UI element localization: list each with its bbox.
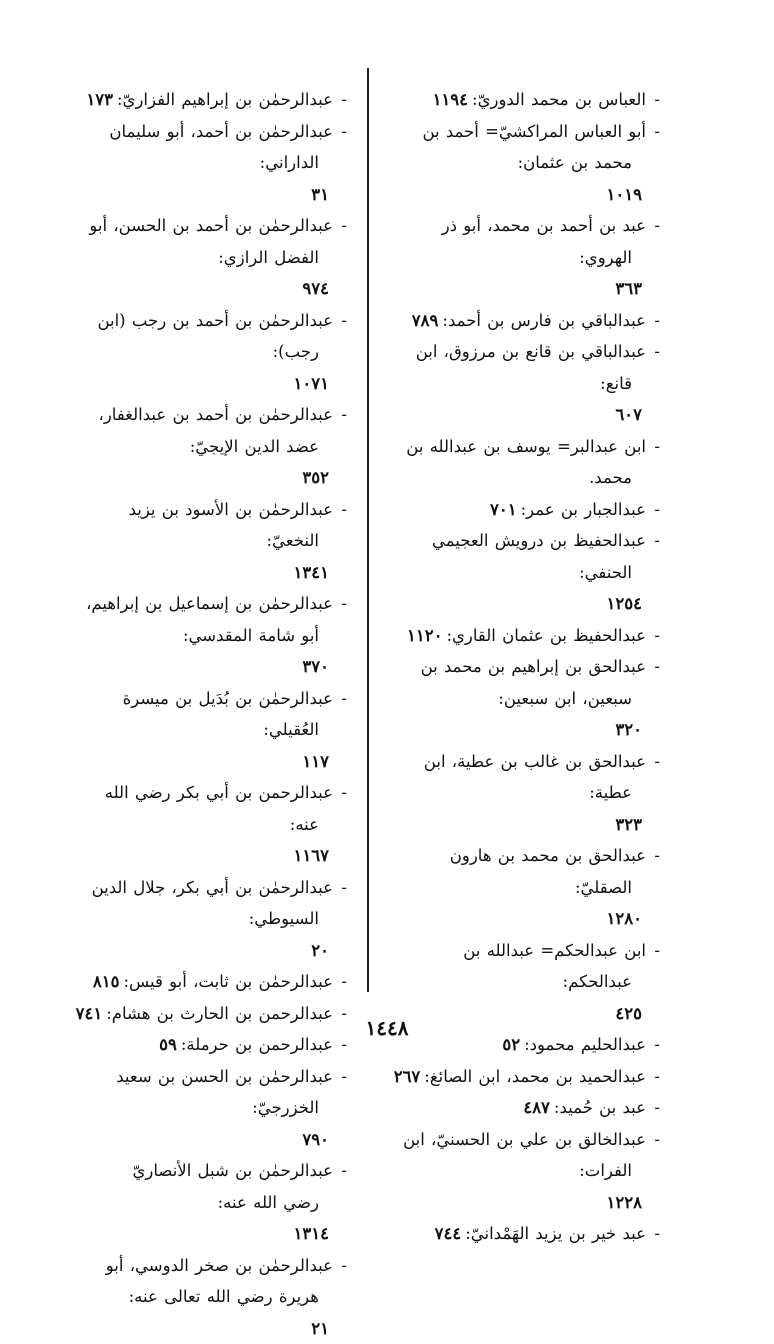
entry-page-number: ٣٥٢ bbox=[302, 468, 329, 487]
index-entry bbox=[378, 651, 660, 746]
entry-name-continuation: محمد. bbox=[378, 462, 646, 494]
entry-name: عبدالرحمٰن بن أحمد بن عبدالغفار، bbox=[99, 405, 334, 424]
entry-name: عبدالرحمن بن حرملة: bbox=[181, 1035, 333, 1054]
index-entry bbox=[378, 525, 660, 620]
index-entry bbox=[378, 84, 660, 116]
entry-name: عبدالحفيظ بن عثمان القاري: bbox=[446, 626, 646, 645]
entry-name: عبدالحق بن محمد بن هارون bbox=[450, 846, 646, 865]
entry-page-number: ٨١٥ bbox=[93, 972, 120, 991]
entry-name: عبد بن أحمد بن محمد، أبو ذر bbox=[442, 216, 646, 235]
index-entry bbox=[75, 683, 347, 778]
entry-name: عبدالرحمٰن بن صخر الدوسي، أبو bbox=[106, 1256, 333, 1275]
entry-page-number: ١١٧ bbox=[302, 752, 329, 771]
entry-dash: - bbox=[654, 84, 660, 116]
entry-dash: - bbox=[341, 210, 347, 242]
entry-page-number: ١١٦٧ bbox=[294, 846, 329, 865]
entry-dash: - bbox=[654, 210, 660, 242]
entry-name-continuation: عبدالحكم: bbox=[378, 966, 646, 998]
entry-dash: - bbox=[341, 683, 347, 715]
entry-page-number: ٧٤١ bbox=[76, 1004, 103, 1023]
entry-name: عبدالباقي بن قانع بن مرزوق، ابن bbox=[416, 342, 646, 361]
index-entry bbox=[378, 494, 660, 526]
entry-page-number: ١٧٣ bbox=[86, 90, 113, 109]
entry-name: عبد خير بن يزيد الهَمْدانيّ: bbox=[465, 1224, 646, 1243]
entry-page-number: ٧٠١ bbox=[490, 500, 517, 519]
entry-page-number: ٧٩٠ bbox=[302, 1130, 329, 1149]
entry-name-continuation: الحنفي: bbox=[378, 557, 646, 589]
index-entry bbox=[75, 210, 347, 305]
entry-name: عبدالرحمٰن بن الحسن بن سعيد bbox=[116, 1067, 333, 1086]
entry-page-number: ٢٦٧ bbox=[394, 1067, 421, 1086]
index-entry bbox=[378, 746, 660, 841]
index-entry bbox=[75, 1155, 347, 1250]
entry-name: عبدالرحمٰن بن ثابت، أبو قيس: bbox=[123, 972, 333, 991]
entry-name: عبدالجبار بن عمر: bbox=[521, 500, 646, 519]
entry-dash: - bbox=[654, 336, 660, 368]
entry-page-number: ١٢٥٤ bbox=[607, 594, 642, 613]
index-entry bbox=[75, 399, 347, 494]
entry-name: عبدالرحمن بن أبي بكر رضي الله bbox=[105, 783, 333, 802]
index-entry bbox=[75, 588, 347, 683]
entry-name-continuation: عضد الدين الإيجيّ: bbox=[75, 431, 333, 463]
page-number: ١٤٤٨ bbox=[0, 1016, 774, 1040]
entry-name-continuation: الداراني: bbox=[75, 147, 333, 179]
entry-name: عبدالرحمن بن الحارث بن هشام: bbox=[106, 1004, 333, 1023]
entry-dash: - bbox=[654, 1124, 660, 1156]
entry-name-continuation: الهروي: bbox=[378, 242, 646, 274]
entry-name-continuation: العُقيلي: bbox=[75, 714, 333, 746]
entry-name-continuation: رضي الله عنه: bbox=[75, 1187, 333, 1219]
index-entry bbox=[378, 116, 660, 211]
index-entry bbox=[378, 1124, 660, 1219]
entry-name-continuation: عطية: bbox=[378, 777, 646, 809]
entry-dash: - bbox=[341, 1155, 347, 1187]
entry-name: عبدالرحمٰن بن شبل الأنصاريّ bbox=[133, 1161, 334, 1180]
index-entry bbox=[378, 935, 660, 1030]
index-entry bbox=[75, 305, 347, 400]
entry-name-continuation: الفرات: bbox=[378, 1155, 646, 1187]
index-column-right bbox=[378, 84, 660, 1250]
entry-dash: - bbox=[341, 588, 347, 620]
entry-page-number: ٧٨٩ bbox=[412, 311, 439, 330]
entry-dash: - bbox=[341, 777, 347, 809]
entry-dash: - bbox=[654, 620, 660, 652]
entry-dash: - bbox=[341, 84, 347, 116]
entry-page-number: ١٣٤١ bbox=[294, 563, 329, 582]
entry-name: عبدالحميد بن محمد، ابن الصائغ: bbox=[424, 1067, 646, 1086]
entry-name: عبدالخالق بن علي بن الحسنيّ، ابن bbox=[403, 1130, 646, 1149]
entry-dash: - bbox=[341, 399, 347, 431]
entry-page-number: ٩٧٤ bbox=[302, 279, 329, 298]
entry-page-number: ٣٦٣ bbox=[615, 279, 642, 298]
entry-name: عبدالرحمٰن بن أبي بكر، جلال الدين bbox=[92, 878, 333, 897]
entry-name: عبدالرحمٰن بن أحمد بن الحسن، أبو bbox=[89, 216, 333, 235]
entry-name-continuation: قانع: bbox=[378, 368, 646, 400]
entry-dash: - bbox=[654, 1092, 660, 1124]
entry-dash: - bbox=[654, 1218, 660, 1250]
entry-page-number: ١٢٨٠ bbox=[607, 909, 642, 928]
entry-dash: - bbox=[654, 935, 660, 967]
entry-name-continuation: أبو شامة المقدسي: bbox=[75, 620, 333, 652]
entry-name: عبدالرحمٰن بن إسماعيل بن إبراهيم، bbox=[86, 594, 333, 613]
entry-dash: - bbox=[341, 998, 347, 1030]
entry-name: عبدالرحمٰن بن أحمد، أبو سليمان bbox=[109, 122, 333, 141]
entry-name-continuation: محمد بن عثمان: bbox=[378, 147, 646, 179]
entry-page-number: ٣٧٠ bbox=[302, 657, 329, 676]
entry-dash: - bbox=[341, 966, 347, 998]
entry-name: عبدالرحمٰن بن الأسود بن يزيد bbox=[129, 500, 333, 519]
entry-page-number: ٤٢٥ bbox=[615, 1004, 642, 1023]
entry-dash: - bbox=[341, 305, 347, 337]
entry-page-number: ٥٢ bbox=[502, 1035, 520, 1054]
entry-dash: - bbox=[654, 840, 660, 872]
entry-page-number: ٧٤٤ bbox=[435, 1224, 462, 1243]
entry-name: عبد بن حُميد: bbox=[554, 1098, 646, 1117]
entry-name: عبدالحليم محمود: bbox=[524, 1035, 646, 1054]
entry-dash: - bbox=[341, 1250, 347, 1282]
index-entry bbox=[378, 210, 660, 305]
entry-dash: - bbox=[341, 116, 347, 148]
entry-page-number: ١٠١٩ bbox=[607, 185, 642, 204]
column-divider bbox=[367, 68, 369, 992]
index-entry bbox=[75, 872, 347, 967]
entry-page-number: ١٠٧١ bbox=[294, 374, 329, 393]
entry-dash: - bbox=[654, 116, 660, 148]
entry-dash: - bbox=[654, 431, 660, 463]
entry-name: عبدالرحمٰن بن أحمد بن رجب (ابن bbox=[97, 311, 333, 330]
entry-page-number: ٦٠٧ bbox=[615, 405, 642, 424]
entry-page-number: ١١٩٤ bbox=[433, 90, 468, 109]
entry-name-continuation: النخعيّ: bbox=[75, 525, 333, 557]
entry-name: عبدالرحمٰن بن بُدَيل بن ميسرة bbox=[123, 689, 333, 708]
entry-page-number: ٥٩ bbox=[159, 1035, 177, 1054]
entry-name: عبدالحفيظ بن درويش العجيمي bbox=[432, 531, 646, 550]
entry-name: عبدالباقي بن فارس بن أحمد: bbox=[442, 311, 646, 330]
entry-name-continuation: السيوطي: bbox=[75, 903, 333, 935]
entry-name-continuation: هريرة رضي الله تعالى عنه: bbox=[75, 1281, 333, 1313]
entry-page-number: ٣٢٣ bbox=[615, 815, 642, 834]
index-entry bbox=[75, 494, 347, 589]
entry-name-continuation: الصقليّ: bbox=[378, 872, 646, 904]
entry-dash: - bbox=[654, 1061, 660, 1093]
index-entry bbox=[378, 620, 660, 652]
entry-page-number: ٣١ bbox=[311, 185, 329, 204]
index-entry bbox=[75, 966, 347, 998]
entry-dash: - bbox=[341, 872, 347, 904]
index-entry bbox=[75, 1061, 347, 1156]
entry-page-number: ١٢٢٨ bbox=[607, 1193, 642, 1212]
entry-dash: - bbox=[341, 1061, 347, 1093]
entry-page-number: ١١٢٠ bbox=[407, 626, 442, 645]
index-entry bbox=[378, 1218, 660, 1250]
entry-dash: - bbox=[341, 1029, 347, 1061]
index-entry bbox=[378, 1061, 660, 1093]
entry-name: ابن عبدالبر= يوسف بن عبدالله بن bbox=[406, 437, 646, 456]
entry-name: أبو العباس المراكشيّ= أحمد بن bbox=[422, 122, 646, 141]
entry-dash: - bbox=[654, 525, 660, 557]
entry-page-number: ١٣١٤ bbox=[294, 1224, 329, 1243]
entry-dash: - bbox=[654, 651, 660, 683]
entry-name-continuation: الخزرجيّ: bbox=[75, 1092, 333, 1124]
entry-name: عبدالحق بن إبراهيم بن محمد بن bbox=[421, 657, 646, 676]
entry-name: العباس بن محمد الدوريّ: bbox=[472, 90, 646, 109]
entry-dash: - bbox=[654, 1029, 660, 1061]
entry-page-number: ٣٢٠ bbox=[615, 720, 642, 739]
index-entry bbox=[378, 336, 660, 431]
index-entry bbox=[378, 1092, 660, 1124]
entry-dash: - bbox=[341, 494, 347, 526]
index-entry bbox=[75, 1250, 347, 1344]
index-entry bbox=[378, 840, 660, 935]
index-column-left bbox=[75, 84, 347, 1344]
entry-dash: - bbox=[654, 746, 660, 778]
entry-name-continuation: الفضل الرازي: bbox=[75, 242, 333, 274]
entry-name: عبدالرحمٰن بن إبراهيم الفزاريّ: bbox=[117, 90, 333, 109]
entry-page-number: ٤٨٧ bbox=[523, 1098, 550, 1117]
entry-dash: - bbox=[654, 494, 660, 526]
index-entry bbox=[75, 777, 347, 872]
entry-dash: - bbox=[654, 305, 660, 337]
entry-name: عبدالحق بن غالب بن عطية، ابن bbox=[424, 752, 646, 771]
index-entry bbox=[75, 84, 347, 116]
entry-name: ابن عبدالحكم= عبدالله بن bbox=[463, 941, 646, 960]
entry-page-number: ٢٠ bbox=[311, 941, 329, 960]
index-entry bbox=[378, 305, 660, 337]
entry-name-continuation: رجب): bbox=[75, 336, 333, 368]
entry-name-continuation: عنه: bbox=[75, 809, 333, 841]
entry-page-number: ٢١ bbox=[311, 1319, 329, 1338]
index-entry bbox=[75, 116, 347, 211]
entry-name-continuation: سبعين، ابن سبعين: bbox=[378, 683, 646, 715]
index-entry bbox=[378, 431, 660, 494]
